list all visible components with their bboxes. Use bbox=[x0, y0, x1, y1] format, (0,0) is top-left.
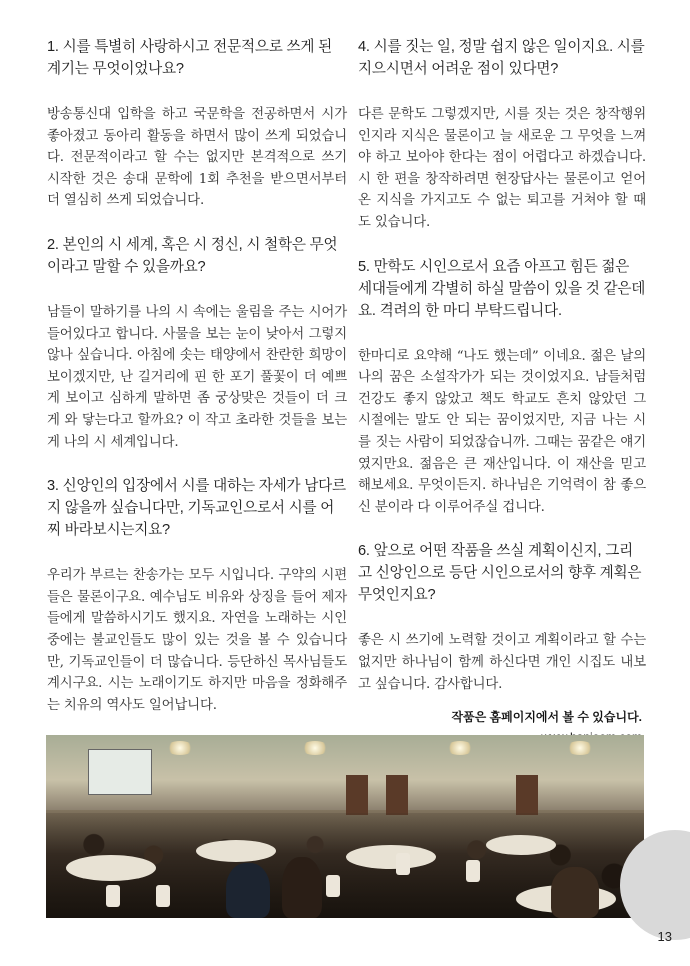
question-1: 1. 시를 특별히 사랑하시고 전문적으로 쓰게 된 계기는 무엇이었나요? bbox=[47, 39, 333, 77]
photo-projection-screen bbox=[88, 749, 152, 795]
photo-door bbox=[386, 775, 408, 815]
question-3: 3. 신앙인의 입장에서 시를 대하는 자세가 남다르지 않을까 싶습니다만, 기독교인으로서 시를 어찌 바라보시는지요? bbox=[47, 478, 346, 539]
photo-person bbox=[226, 863, 270, 918]
photo-chair bbox=[396, 853, 410, 875]
photo-table bbox=[66, 855, 156, 881]
chandelier bbox=[301, 741, 329, 755]
answer-5: 한마디로 요약해 “나도 했는데” 이네요. 젊은 날의 나의 꿈은 소설작가가 되는 것이었지요. 남들처럼 건강도 좋지 않았고 책도 학교도 흔치 않았던 그 시절에는 말도 안 되는 꿈이었지만, 지금 나는 시를 짓는 사람이 되었잖습니까. 그때는 꿈같은 얘기였지만요. 젊음은 큰 재산입니다. 이 재산을 믿고 해보세요. 무엇이든지. 하나님은 기억력이 참 좋으신 분이라 다 이루어주실 겁니다. bbox=[358, 348, 646, 515]
photo-chair bbox=[156, 885, 170, 907]
photo-person bbox=[551, 867, 599, 918]
answer-6: 좋은 시 쓰기에 노력할 것이고 계획이라고 할 수는 없지만 하나님이 함께 하신다면 개인 시집도 내보고 싶습니다. 감사합니다. bbox=[358, 633, 646, 692]
photo-person bbox=[282, 857, 322, 918]
answer-4: 다른 문학도 그렇겠지만, 시를 짓는 것은 창작행위인지라 지식은 물론이고 늘 새로운 그 무엇을 느껴야 하고 보아야 한다는 점이 어렵다고 하겠습니다. 시 한 편을 창작하려면 현장답사는 물론이고 얻어온 지식을 가지고도 수 없는 퇴고를 거쳐야 할 때도 있습니다. bbox=[358, 107, 646, 230]
question-6: 6. 앞으로 어떤 작품을 쓰실 계획이신지, 그리고 신앙인으로 등단 시인으로서의 향후 계획은 무엇인지요? bbox=[358, 543, 642, 604]
photo-table bbox=[486, 835, 556, 855]
photo-chair bbox=[326, 875, 340, 897]
chandelier bbox=[566, 741, 594, 755]
photo-chair bbox=[466, 860, 480, 882]
question-4: 4. 시를 짓는 일, 정말 쉽지 않은 일이지요. 시를 지으시면서 어려운 점이 있다면? bbox=[358, 39, 645, 77]
photo-chair bbox=[106, 885, 120, 907]
answer-1: 방송통신대 입학을 하고 국문학을 전공하면서 시가 좋아졌고 동아리 활동을 하면서 많이 쓰게 되었습니다. 전문적이라고 할 수는 없지만 본격적으로 쓰기 시작한 것은 송대 문학에 1회 추천을 받으면서부터 더 열심히 쓰게 되었습니다. bbox=[47, 107, 347, 209]
photo-table bbox=[196, 840, 276, 862]
right-column bbox=[358, 36, 646, 717]
answer-2: 남들이 말하기를 나의 시 속에는 울림을 주는 시어가 들어있다고 합니다. 사물을 보는 눈이 낮아서 그렇지 않나 싶습니다. 아침에 솟는 태양에서 찬란한 희망이 보이겠지만, 난 길거리에 핀 한 포기 풀꽃이 더 예쁘게 보이고 심하게 말하면 좀 궁상맞은 것들이 더 크게 와 닿는다고 할까요? 이 작고 초라한 것들을 보는 게 나의 시 세계입니다. bbox=[47, 304, 347, 450]
chandelier bbox=[446, 741, 474, 755]
question-2: 2. 본인의 시 세계, 혹은 시 정신, 시 철학은 무엇이라고 말할 수 있을까요? bbox=[47, 236, 338, 275]
question-5: 5. 만학도 시인으로서 요즘 아프고 힘든 젊은 세대들에게 각별히 하실 말씀이 있을 것 같은데요. 격려의 한 마디 부탁드립니다. bbox=[358, 258, 646, 319]
banquet-hall-photo bbox=[46, 735, 644, 918]
page-number: 13 bbox=[657, 929, 672, 944]
photo-door bbox=[516, 775, 538, 815]
photo-door bbox=[346, 775, 368, 815]
left-column bbox=[47, 36, 347, 738]
credit-note: 작품은 홈페이지에서 볼 수 있습니다. bbox=[451, 710, 642, 724]
photo-table bbox=[346, 845, 436, 869]
answer-3: 우리가 부르는 찬송가는 모두 시입니다. 구약의 시편들은 물론이구요. 예수님도 비유와 상징을 들어 제자들에게 말씀하시기도 했지요. 자연을 노래하는 시인 중에는 불교인들도 많이 있는 것을 볼 수 있습니다만, 기독교인들이 더 많습니다. 등단하신 목사님들도 계시구요. 시는 노래이기도 하지만 마음을 정화해주는 치유의 역사도 일어납니다. bbox=[47, 568, 347, 713]
chandelier bbox=[166, 741, 194, 755]
